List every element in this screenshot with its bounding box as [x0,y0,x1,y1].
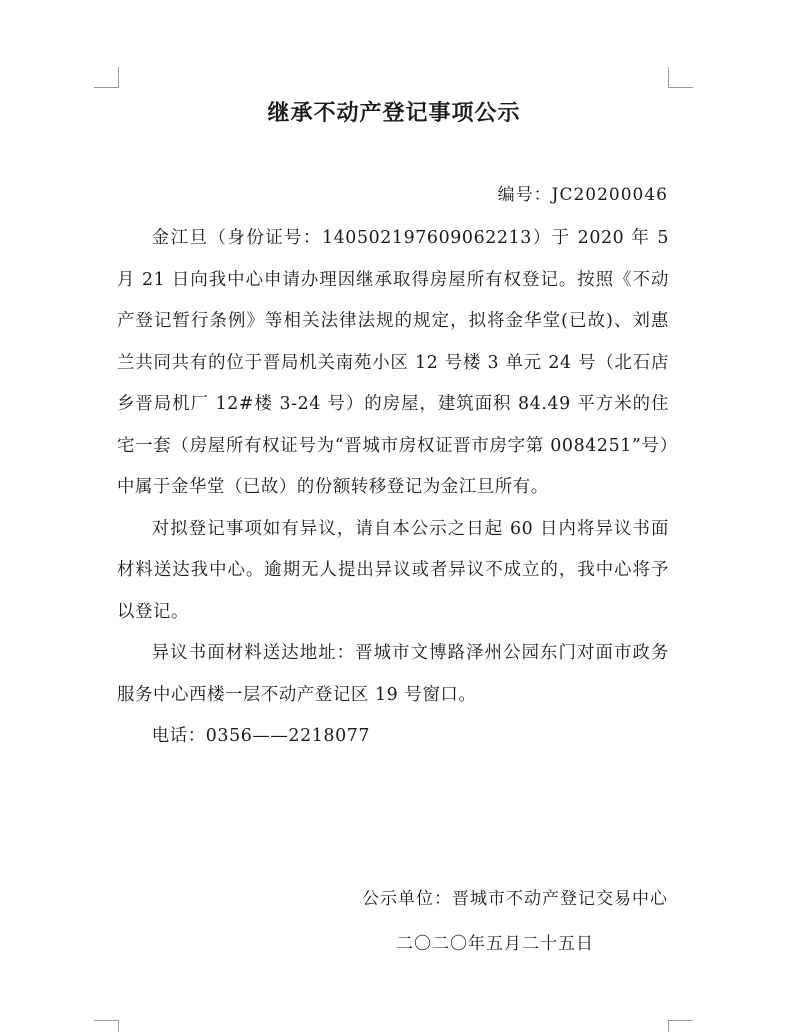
crop-mark-top-right [668,67,693,88]
crop-mark-top-left [94,67,119,88]
issuer-signature: 公示单位：晋城市不动产登记交易中心 [362,889,668,909]
document-title: 继承不动产登记事项公示 [267,100,521,126]
document-body [117,218,669,758]
paragraph-main-notice: 金江旦（身份证号：140502197609062213）于 2020 年 5 月 21 日向我中心申请办理因继承取得房屋所有权登记。按照《不动产登记暂行条例》等相关法律法规的规定，拟将金华堂(已故)、刘惠兰共同共有的位于晋局机关南苑小区 12 号楼 3 单元 24 号（北石店乡晋局机厂 12#楼 3-24 号）的房屋，建筑面积 84.49 平方米的住宅一套（房屋所有权证号为“晋城市房权证晋市房字第 0084251”号）中属于金华堂（已故）的份额转移登记为金江旦所有。 [117,228,669,497]
document-serial-number: 编号：JC20200046 [497,185,668,205]
issue-date: 二〇二〇年五月二十五日 [396,934,594,954]
crop-mark-bottom-left [94,1020,119,1032]
paragraph-objection-period: 对拟登记事项如有异议，请自本公示之日起 60 日内将异议书面材料送达我中心。逾期无人提出异议或者异议不成立的，我中心将予以登记。 [117,518,669,622]
crop-mark-bottom-right [668,1020,693,1032]
paragraph-phone: 电话：0356——2218077 [151,726,371,746]
paragraph-objection-address: 异议书面材料送达地址：晋城市文博路泽州公园东门对面市政务服务中心西楼一层不动产登记区 19 号窗口。 [117,643,669,705]
